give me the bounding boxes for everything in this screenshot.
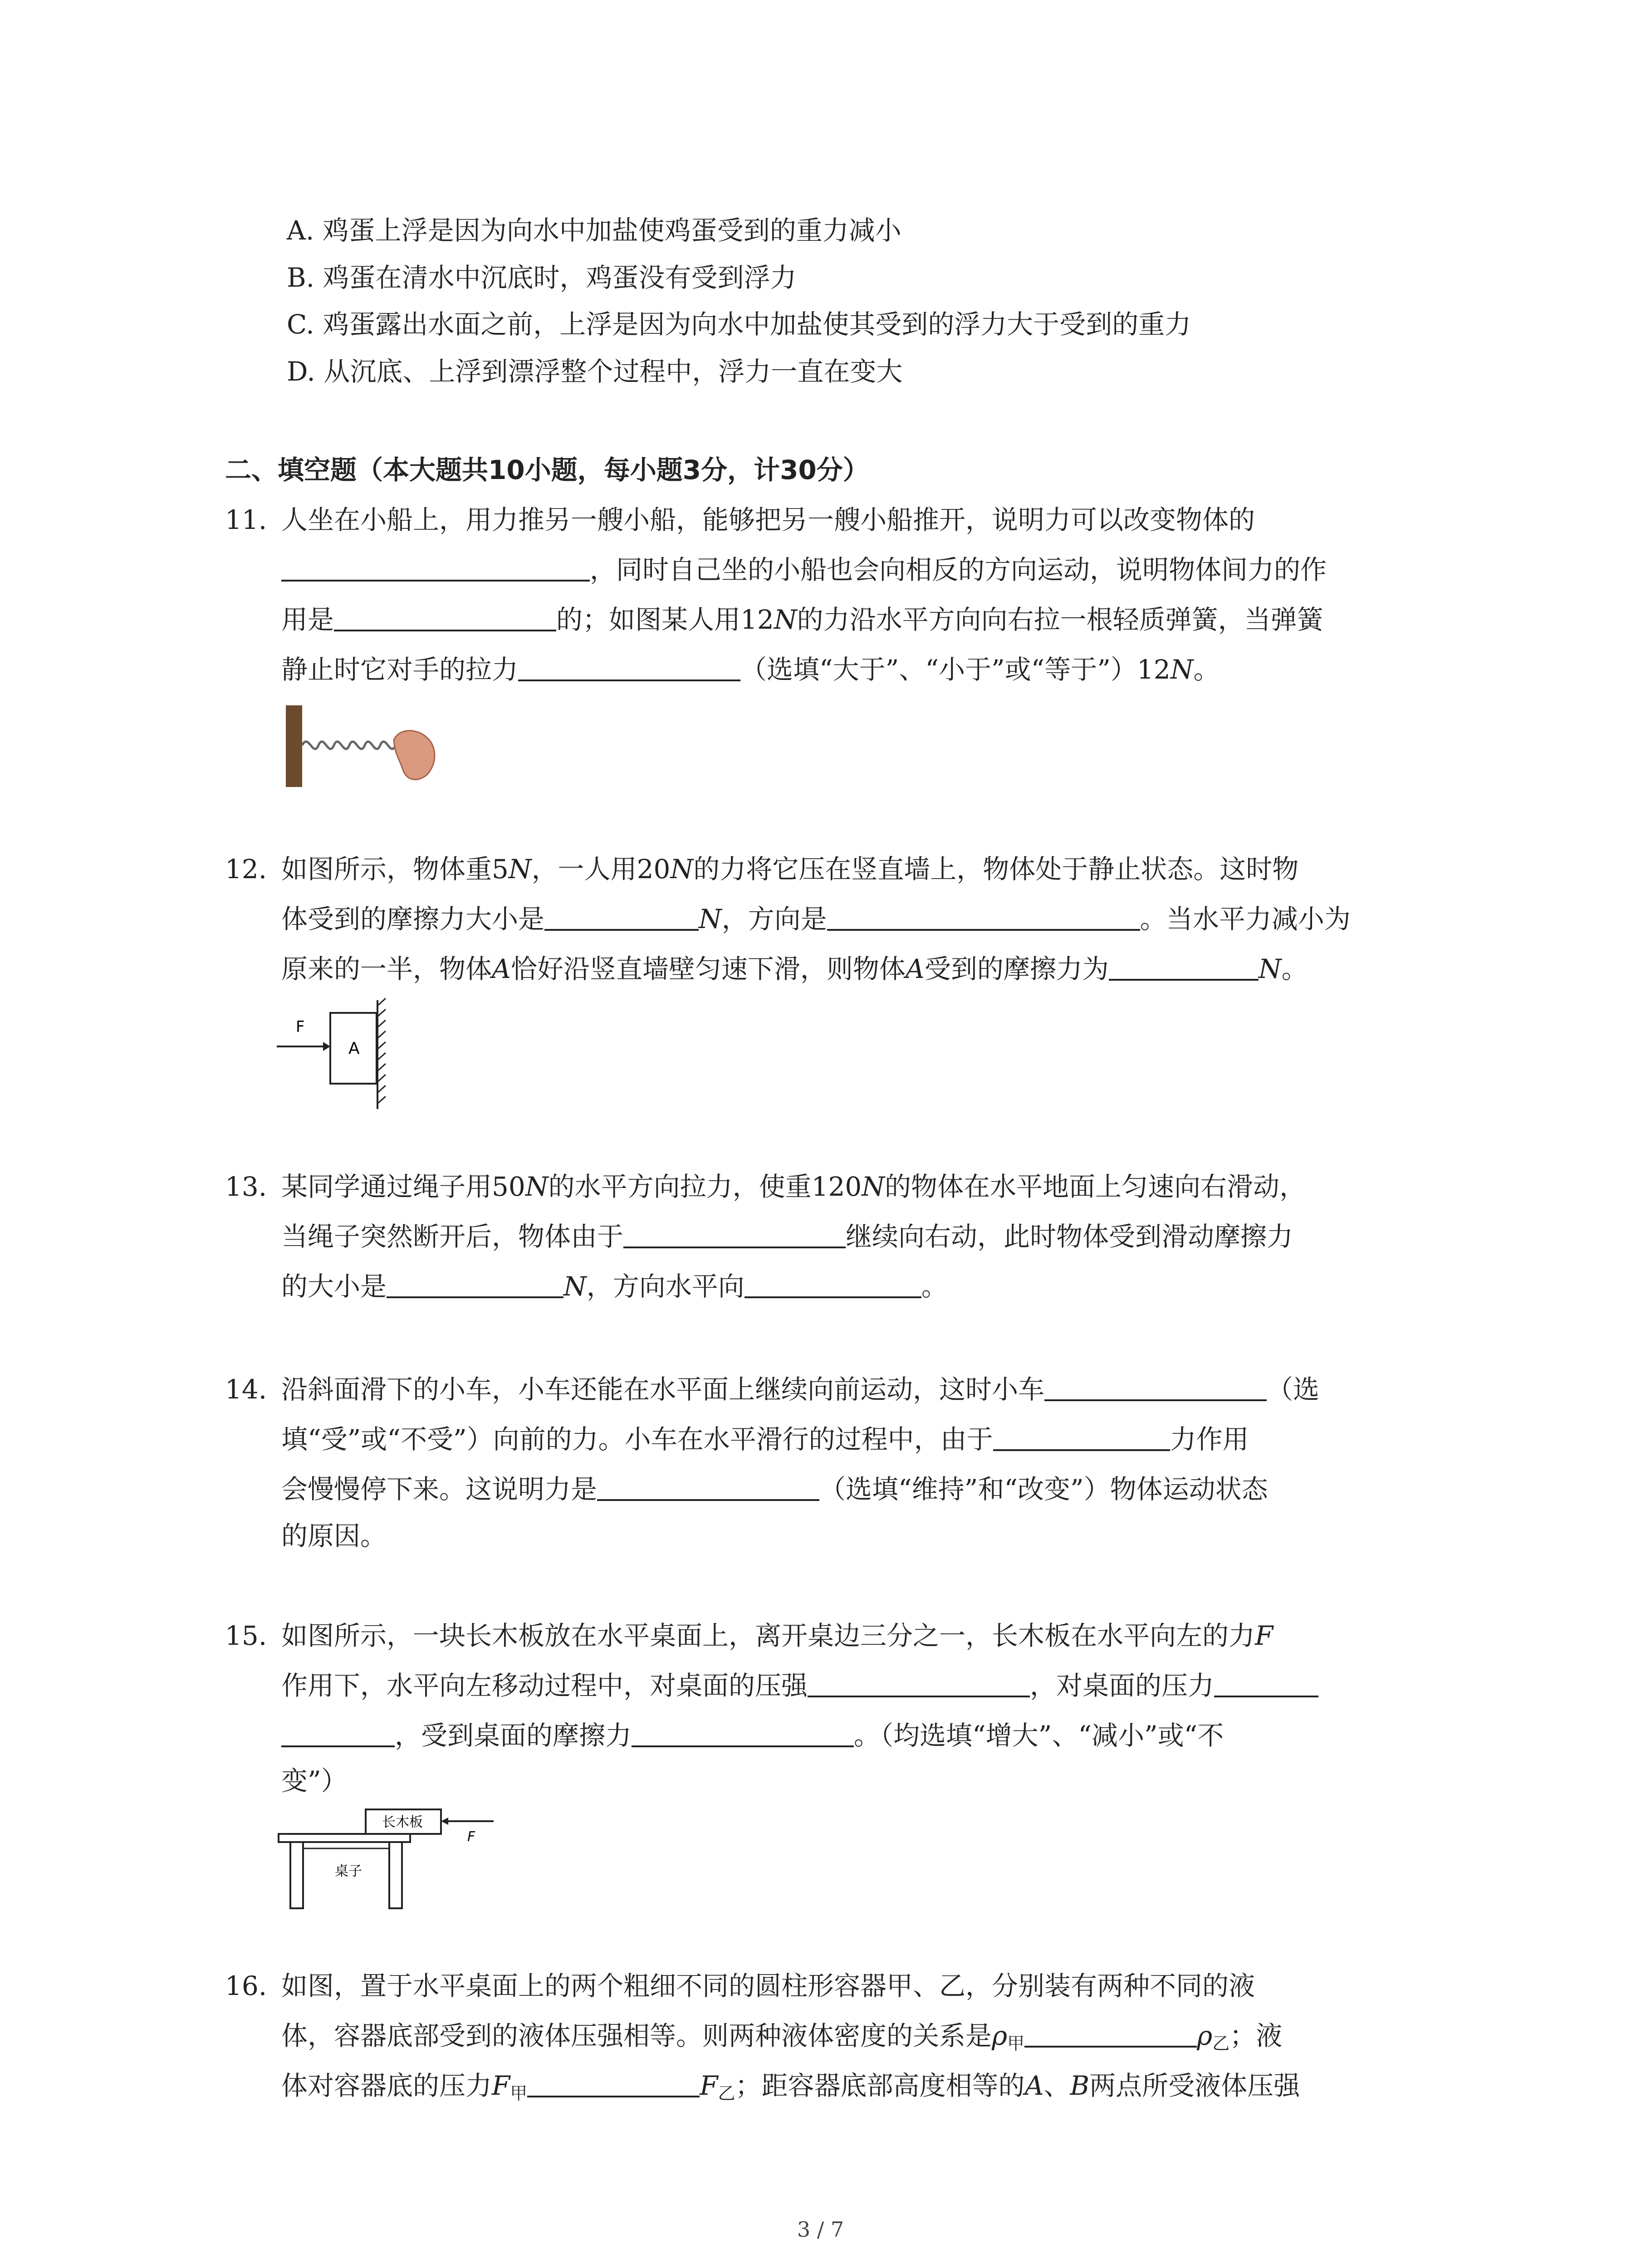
option-b: B. 鸡蛋在清水中沉底时，鸡蛋没有受到浮力 [287,262,797,293]
answer-blank[interactable] [808,1669,1030,1697]
answer-blank[interactable] [827,903,1140,931]
q15-line1: 如图所示，一块长木板放在水平桌面上，离开桌边三分之一，长木板在水平向左的力F [281,1620,1274,1651]
board-label: 长木板 [382,1814,423,1830]
page-number: 3 / 7 [797,2217,844,2242]
wall-post [286,705,302,787]
q11-line4: 静止时它对手的拉力 （选填“大于”、“小于”或“等于”）12N。 [281,654,1220,685]
question-number: 15. [225,1620,267,1651]
section-heading: 二、填空题（本大题共10小题，每小题3分，计30分） [225,455,869,485]
q12-line3: 原来的一半，物体A恰好沿竖直墙壁匀速下滑，则物体A受到的摩擦力为 N。 [281,953,1308,984]
force-label: F [296,1018,305,1036]
answer-blank[interactable] [623,1220,846,1248]
answer-blank[interactable] [387,1270,563,1298]
wall-block-figure [272,996,399,1114]
q15-line2: 作用下，水平向左移动过程中，对桌面的压强 ，对桌面的压力 [281,1668,1318,1703]
answer-blank[interactable] [993,1423,1170,1451]
q14-line4: 的原因。 [281,1520,387,1551]
arrow-head [323,1042,330,1051]
spring-figure [281,701,445,792]
table-top [279,1834,410,1842]
q15-line3: ，受到桌面的摩擦力 。（均选填“增大”、“减小”或“不 [281,1718,1224,1753]
answer-blank[interactable] [334,603,556,631]
force-arrow-head [441,1818,448,1825]
q13-line3: 的大小是 N，方向水平向 。 [281,1271,948,1302]
answer-blank[interactable] [1024,2019,1197,2048]
q14-line2: 填“受”或“不受”）向前的力。小车在水平滑行的过程中，由于 力作用 [281,1424,1249,1455]
q12-line1: 如图所示，物体重5N，一人用20N的力将它压在竖直墙上，物体处于静止状态。这时物 [281,854,1299,885]
q14-line3: 会慢慢停下来。这说明力是 （选填“维持”和“改变”）物体运动状态 [281,1474,1268,1505]
question-number: 13. [225,1171,267,1202]
table-board-figure [277,1808,499,1912]
question-number: 12. [225,854,267,885]
answer-blank[interactable] [632,1719,854,1747]
q11-line2: ，同时自己坐的小船也会向相反的方向运动，说明物体间力的作 [281,552,1327,587]
q13-line1: 某同学通过绳子用50N的水平方向拉力，使重120N的物体在水平地面上匀速向右滑动， [281,1171,1306,1202]
answer-blank[interactable] [1214,1669,1318,1697]
q11-line3: 用是 的；如图某人用12N的力沿水平方向向右拉一根轻质弹簧，当弹簧 [281,604,1323,635]
q15-line4: 变”） [281,1765,348,1796]
q16-line3: 体对容器底的压力$F_甲$ $F_乙$；距容器底部高度相等的A、B两点所受液体压强 [281,2070,1300,2103]
block-label: A [348,1039,360,1058]
answer-blank[interactable] [281,553,590,582]
question-number: 16. [225,1970,267,2001]
answer-blank[interactable] [597,1473,819,1501]
answer-blank[interactable] [1109,953,1259,981]
spring-coil [302,742,396,749]
option-a: A. 鸡蛋上浮是因为向水中加盐使鸡蛋受到的重力减小 [287,215,901,246]
answer-blank[interactable] [281,1719,395,1747]
q14-line1: 沿斜面滑下的小车，小车还能在水平面上继续向前运动，这时小车 （选 [281,1374,1320,1405]
question-number: 14. [225,1374,267,1405]
table-label: 桌子 [335,1863,362,1879]
question-number: 11. [225,504,267,535]
option-d: D. 从沉底、上浮到漂浮整个过程中，浮力一直在变大 [287,356,903,387]
answer-blank[interactable] [1044,1373,1267,1401]
hand [394,731,435,780]
wall-hatch [377,998,386,1104]
answer-blank[interactable] [745,1270,921,1298]
answer-blank[interactable] [544,903,699,931]
q13-line2: 当绳子突然断开后，物体由于 继续向右动，此时物体受到滑动摩擦力 [281,1221,1293,1252]
table-leg-left [290,1842,303,1908]
q16-line1: 如图，置于水平桌面上的两个粗细不同的圆柱形容器甲、乙，分别装有两种不同的液 [281,1970,1255,2001]
q16-line2: 体，容器底部受到的液体压强相等。则两种液体密度的关系是$\rho_甲$ $\rho_乙$；液 [281,2020,1283,2053]
answer-blank[interactable] [518,653,740,681]
table-leg-right [389,1842,402,1908]
answer-blank[interactable] [527,2069,700,2097]
q12-line2: 体受到的摩擦力大小是 N，方向是 。当水平力减小为 [281,904,1351,934]
force-label: F [467,1829,475,1845]
option-c: C. 鸡蛋露出水面之前，上浮是因为向水中加盐使其受到的浮力大于受到的重力 [287,309,1191,340]
q11-line1: 人坐在小船上，用力推另一艘小船，能够把另一艘小船推开，说明力可以改变物体的 [281,504,1255,535]
